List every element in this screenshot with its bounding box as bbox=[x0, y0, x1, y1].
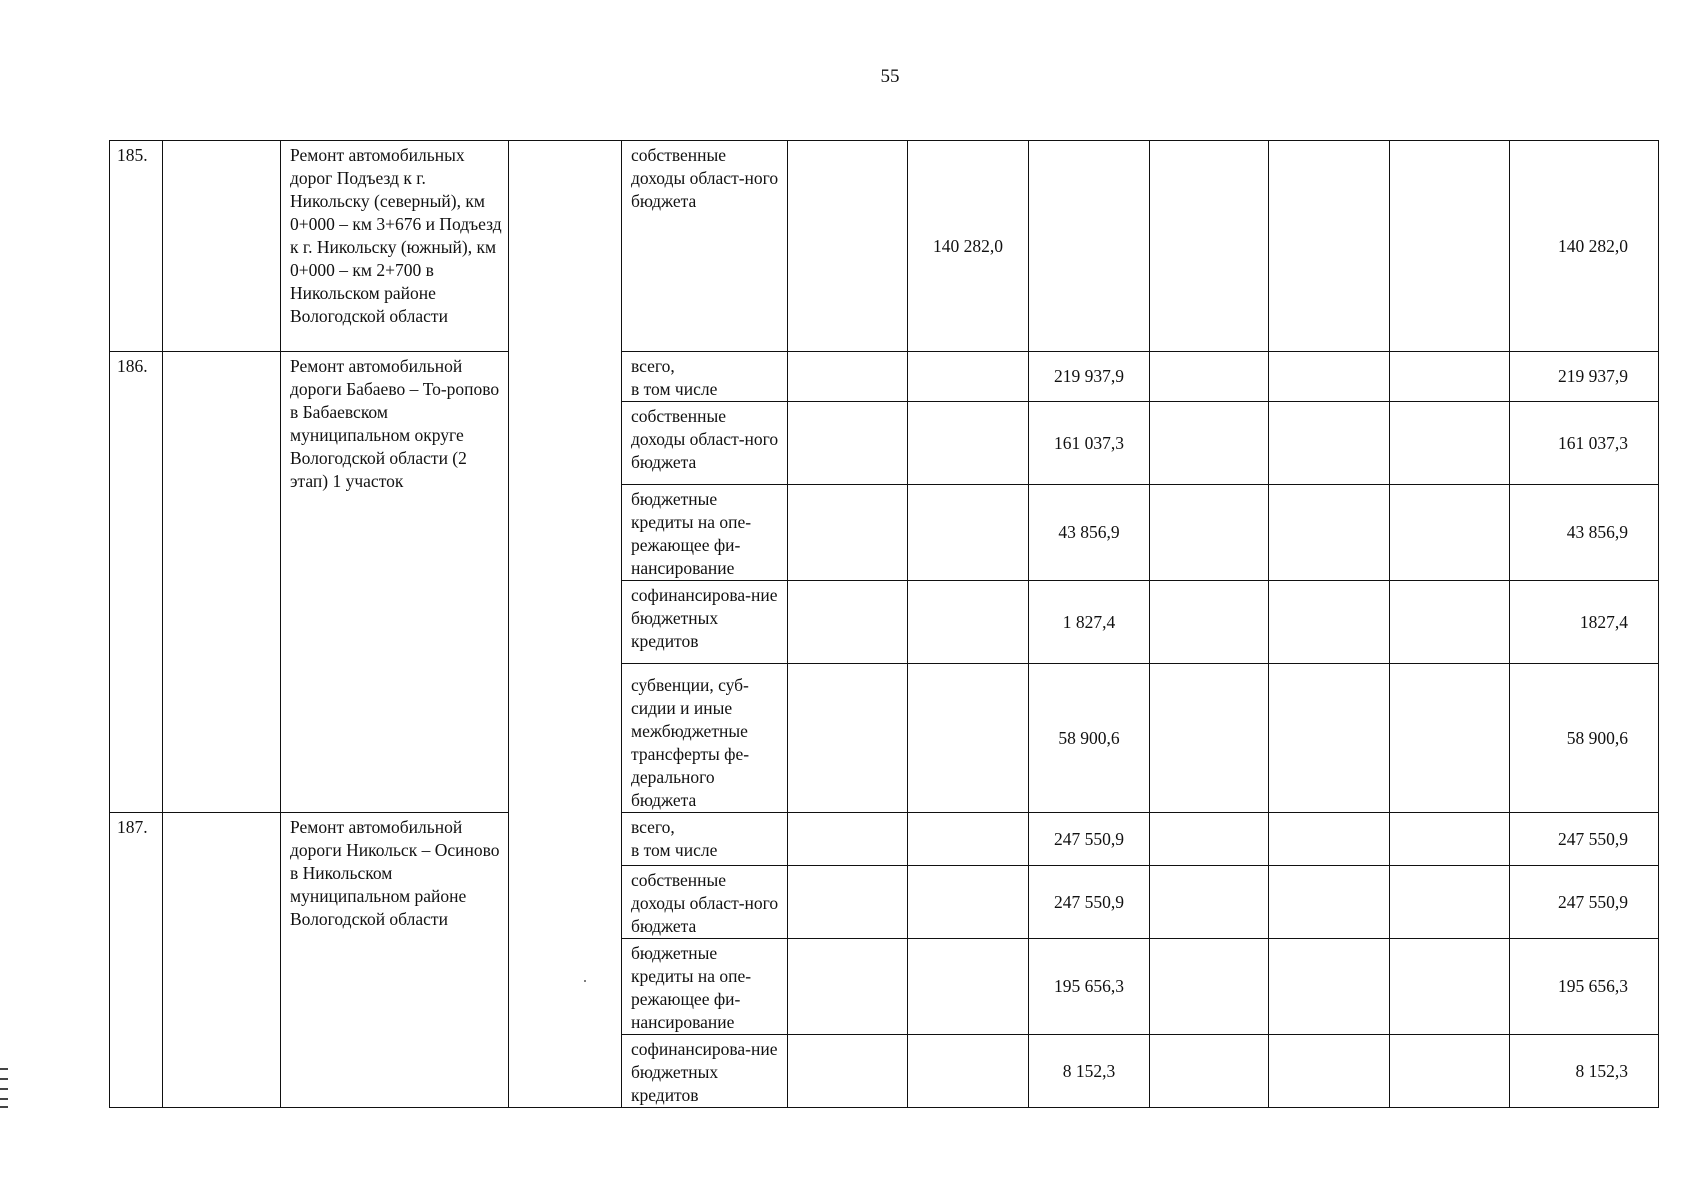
empty-cell bbox=[1390, 485, 1510, 581]
empty-cell bbox=[1269, 141, 1390, 352]
empty-cell bbox=[1390, 939, 1510, 1035]
value-cell: 1 827,4 bbox=[1029, 581, 1150, 664]
total-cell: 247 550,9 bbox=[1510, 813, 1659, 866]
empty-cell bbox=[788, 402, 908, 485]
object-name: Ремонт автомобильной дороги Бабаево – То-ропово в Бабаевском муниципальном округе Вологодской области (2 этап) 1 участок bbox=[281, 352, 509, 813]
value-cell bbox=[908, 402, 1029, 485]
table-row bbox=[110, 813, 1659, 866]
empty-cell bbox=[1150, 485, 1269, 581]
funding-source: всего, в том числе bbox=[622, 813, 788, 866]
funding-source: софинансирова-ние бюджетных кредитов bbox=[622, 1035, 788, 1108]
object-name: Ремонт автомобильной дороги Никольск – Осиново в Никольском муниципальном районе Вологодской области bbox=[281, 813, 509, 1108]
funding-source: всего, в том числе bbox=[622, 352, 788, 402]
empty-cell bbox=[1269, 402, 1390, 485]
value-cell: 43 856,9 bbox=[1029, 485, 1150, 581]
value-cell bbox=[908, 866, 1029, 939]
table-row bbox=[110, 352, 1659, 402]
empty-cell bbox=[1390, 866, 1510, 939]
funding-source: софинансирова-ние бюджетных кредитов bbox=[622, 581, 788, 664]
empty-cell bbox=[1150, 813, 1269, 866]
empty-cell bbox=[1269, 485, 1390, 581]
funding-source: субвенции, суб-сидии и иные межбюджетные трансферты фе-дерального бюджета bbox=[622, 664, 788, 813]
empty-cell bbox=[1269, 581, 1390, 664]
empty-cell bbox=[1390, 1035, 1510, 1108]
empty-cell bbox=[1150, 141, 1269, 352]
empty-cell bbox=[1150, 1035, 1269, 1108]
table-row bbox=[110, 141, 1659, 352]
empty-cell bbox=[1269, 813, 1390, 866]
empty-cell bbox=[1390, 352, 1510, 402]
empty-cell bbox=[1150, 939, 1269, 1035]
total-cell: 247 550,9 bbox=[1510, 866, 1659, 939]
scan-dot bbox=[584, 980, 586, 982]
funding-source: собственные доходы област-ного бюджета bbox=[622, 866, 788, 939]
value-cell bbox=[908, 352, 1029, 402]
value-cell: 161 037,3 bbox=[1029, 402, 1150, 485]
page-number: 55 bbox=[880, 66, 900, 87]
empty-cell bbox=[163, 813, 281, 1108]
margin-mark bbox=[0, 1078, 8, 1080]
value-cell bbox=[1029, 141, 1150, 352]
empty-cell bbox=[788, 813, 908, 866]
total-cell: 140 282,0 bbox=[1510, 141, 1659, 352]
total-cell: 8 152,3 bbox=[1510, 1035, 1659, 1108]
value-cell: 8 152,3 bbox=[1029, 1035, 1150, 1108]
value-cell: 58 900,6 bbox=[1029, 664, 1150, 813]
empty-cell bbox=[1390, 664, 1510, 813]
value-cell: 247 550,9 bbox=[1029, 813, 1150, 866]
value-cell bbox=[908, 664, 1029, 813]
empty-cell bbox=[1390, 141, 1510, 352]
row-number: 187. bbox=[110, 813, 163, 1108]
margin-mark bbox=[0, 1068, 8, 1070]
empty-cell bbox=[1150, 402, 1269, 485]
empty-cell bbox=[1269, 1035, 1390, 1108]
margin-mark bbox=[0, 1098, 8, 1100]
total-cell: 1827,4 bbox=[1510, 581, 1659, 664]
empty-cell bbox=[163, 141, 281, 352]
merged-empty-cell bbox=[509, 141, 622, 1108]
empty-cell bbox=[163, 352, 281, 813]
program-table bbox=[109, 140, 1659, 1108]
empty-cell bbox=[788, 141, 908, 352]
empty-cell bbox=[788, 1035, 908, 1108]
empty-cell bbox=[788, 866, 908, 939]
empty-cell bbox=[788, 352, 908, 402]
value-cell bbox=[908, 1035, 1029, 1108]
empty-cell bbox=[788, 581, 908, 664]
total-cell: 219 937,9 bbox=[1510, 352, 1659, 402]
value-cell: 140 282,0 bbox=[908, 141, 1029, 352]
empty-cell bbox=[1150, 664, 1269, 813]
total-cell: 195 656,3 bbox=[1510, 939, 1659, 1035]
value-cell: 195 656,3 bbox=[1029, 939, 1150, 1035]
total-cell: 58 900,6 bbox=[1510, 664, 1659, 813]
empty-cell bbox=[788, 664, 908, 813]
value-cell bbox=[908, 939, 1029, 1035]
margin-mark bbox=[0, 1106, 8, 1108]
funding-source: бюджетные кредиты на опе-режающее фи-нансирование bbox=[622, 485, 788, 581]
empty-cell bbox=[1269, 664, 1390, 813]
value-cell: 219 937,9 bbox=[1029, 352, 1150, 402]
empty-cell bbox=[788, 939, 908, 1035]
empty-cell bbox=[1269, 866, 1390, 939]
value-cell: 247 550,9 bbox=[1029, 866, 1150, 939]
empty-cell bbox=[1269, 939, 1390, 1035]
row-number: 185. bbox=[110, 141, 163, 352]
empty-cell bbox=[1150, 581, 1269, 664]
funding-source: бюджетные кредиты на опе-режающее фи-нансирование bbox=[622, 939, 788, 1035]
row-number: 186. bbox=[110, 352, 163, 813]
total-cell: 161 037,3 bbox=[1510, 402, 1659, 485]
value-cell bbox=[908, 813, 1029, 866]
total-cell: 43 856,9 bbox=[1510, 485, 1659, 581]
empty-cell bbox=[1390, 813, 1510, 866]
value-cell bbox=[908, 581, 1029, 664]
value-cell bbox=[908, 485, 1029, 581]
funding-source: собственные доходы област-ного бюджета bbox=[622, 141, 788, 352]
object-name: Ремонт автомобильных дорог Подъезд к г. Никольску (северный), км 0+000 – км 3+676 и Подъезд к г. Никольску (южный), км 0+000 – км 2+700 в Никольском районе Вологодской области bbox=[281, 141, 509, 352]
empty-cell bbox=[1390, 402, 1510, 485]
empty-cell bbox=[1150, 866, 1269, 939]
funding-source: собственные доходы област-ного бюджета bbox=[622, 402, 788, 485]
empty-cell bbox=[1269, 352, 1390, 402]
margin-mark bbox=[0, 1088, 8, 1090]
empty-cell bbox=[1390, 581, 1510, 664]
empty-cell bbox=[788, 485, 908, 581]
empty-cell bbox=[1150, 352, 1269, 402]
